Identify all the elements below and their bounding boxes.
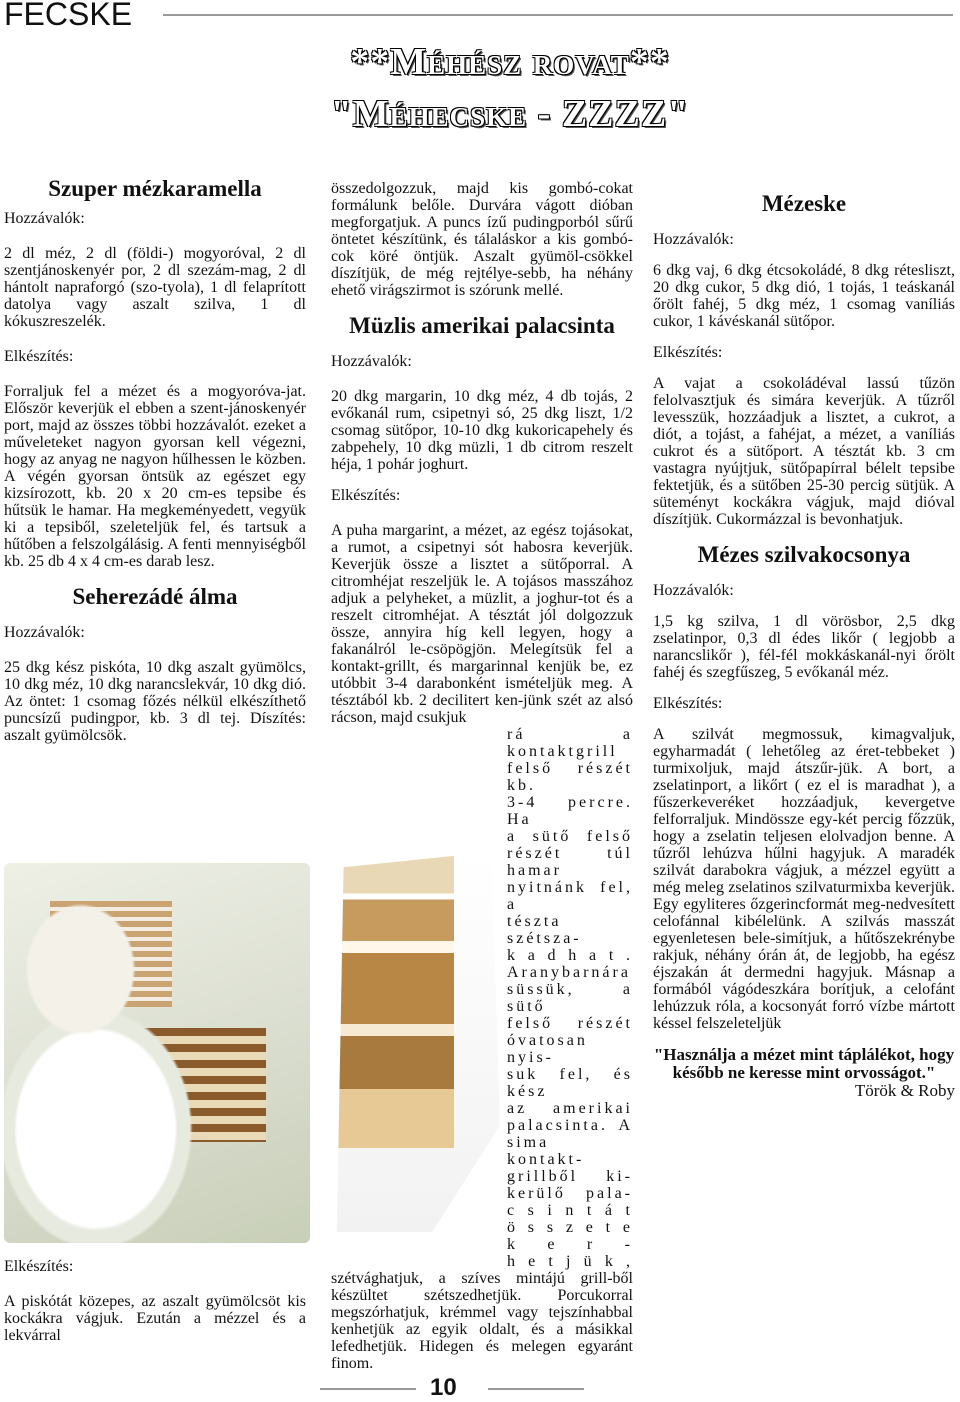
wrap-line: k a d h a t .	[507, 947, 633, 964]
wrap-line: tészta szétsza-	[507, 913, 582, 947]
wrap-line: a sütő felső	[507, 828, 633, 845]
cake-photo	[4, 863, 310, 1243]
recipe-title-palacsinta: Müzlis amerikai palacsinta	[349, 313, 615, 338]
preparation-text: A puha margarint, a mézet, az egész tojásokat, a rumot, a csipetnyi sót habosra keverjük. Keverjük össze a lisztet a sütőporral. A citromhéjat reszeljük le. A tojásos masszához adjuk a pelyheket, a müzlit, a joghur-tot és a reszelt citromhéjat. A tésztát jól dolgozzuk össze, annyira híg kell legyen, hogy a fakanálról le-csöpögjön. Melegítsük fel a kontakt-grillt, és margarinnal kenjük be, ez utóbbit 3-4 darabonként ismételjük meg. A tésztából kb. 2 decilitert ken-jünk szét az alsó rácson, majd csukjuk	[331, 522, 633, 726]
footer-rule-left	[320, 1388, 416, 1390]
ingredients-text: 2 dl méz, 2 dl (földi-) mogyoróval, 2 dl szentjánoskenyér por, 2 dl szezám-mag, 2 dl hántolt napraforgó (szo-tyola), 1 dl felaprított datolya vagy aszalt szilva, 1 dl kókuszreszelék.	[4, 245, 306, 330]
recipe-title-mezeske: Mézeske	[761, 191, 847, 216]
preparation-label: Elkészítés:	[331, 487, 401, 504]
magazine-masthead: FECSKE	[4, 0, 133, 32]
column-right	[653, 191, 955, 1099]
page-number: 10	[430, 1374, 457, 1401]
wrap-line: az amerikai	[507, 1100, 633, 1117]
footer-rule-right	[488, 1388, 584, 1390]
wrap-line: óvatosan nyis-	[507, 1032, 588, 1066]
wrap-line: palacsinta. A	[507, 1117, 633, 1134]
wrap-line: kerülő pala-	[507, 1185, 633, 1202]
ingredients-text: 6 dkg vaj, 6 dkg étcsokoládé, 8 dkg rétesliszt, 20 dkg cukor, 5 dkg dió, 1 tojás, 1 teáskanál őrölt fahéj, 5 dkg méz, 1 csomag vaníliás cukor, 1 kávéskanál sütőpor.	[653, 262, 955, 330]
masthead-rule	[163, 14, 953, 16]
recipe-title-seherezade: Seherezádé álma	[72, 584, 238, 609]
column-left-bottom	[4, 1258, 306, 1344]
preparation-text: A piskótát közepes, az aszalt gyümölcsöt kis kockákra vágjuk. Ezután a mézzel és a lekvárral	[4, 1293, 306, 1344]
wrap-line: sima kontakt-	[507, 1134, 585, 1168]
wrap-line: Aranybarnára	[507, 964, 631, 981]
ingredients-label: Hozzávalók:	[331, 353, 412, 370]
closing-quote: "Használja a mézet mint táplálékot, hogy később ne keresse mint orvosságot."	[653, 1045, 955, 1082]
wrap-line: nyitnánk fel, a	[507, 879, 633, 913]
preparation-label: Elkészítés:	[4, 1258, 74, 1275]
wrap-line: h e t j ü k ,	[507, 1253, 633, 1270]
preparation-label: Elkészítés:	[4, 348, 74, 365]
ingredients-label: Hozzávalók:	[653, 582, 734, 599]
ingredients-label: Hozzávalók:	[653, 231, 734, 248]
wrap-line: süssük, a sütő	[507, 981, 633, 1015]
author-signature: Török & Roby	[854, 1081, 955, 1100]
section-subtitle: "Méhecske - ZZZZ"	[330, 93, 690, 135]
recipe-title-mezkaramella: Szuper mézkaramella	[48, 176, 262, 201]
wrap-line: felső részét kb.	[507, 760, 633, 794]
recipe-title-szilvakocsonya: Mézes szilvakocsonya	[697, 542, 911, 567]
ingredients-label: Hozzávalók:	[4, 624, 85, 641]
wrap-line: részét túl hamar	[507, 845, 633, 879]
wrapped-text	[507, 726, 633, 1270]
wrap-line: ö s s z e t e k e r -	[507, 1219, 633, 1253]
wrap-line: c s i n t á t	[507, 1202, 633, 1219]
column-left	[4, 176, 306, 744]
wrap-line: grillből ki-	[507, 1168, 633, 1185]
preparation-label: Elkészítés:	[653, 695, 723, 712]
preparation-text: Forraljuk fel a mézet és a mogyoróva-jat. Először keverjük el ebben a szent-jánoskenyér port, majd az összes többi hozzávalót. ezeket a műveleteket nagyon gyorsan kell végezni, hogy az anyag ne nagyon hűlhessen le közben. A végén gyorsan öntsük az egészet egy kizsírozott, kb. 20 x 20 cm-es tepsibe és hűtsük le hamar. Ha megkeményedett, vegyük ki a tepsiből, szeleteljük fel, és tartsuk a hűtőben a felszolgálásig. A fenti mennyiségből kb. 25 db 4 x 4 cm-es darab lesz.	[4, 383, 306, 570]
wrap-line: felső részét	[507, 1015, 633, 1032]
preparation-text: A vajat a csokoládéval lassú tűzön felolvasztjuk és simára keverjük. A tűzről levesszük, hozzáadjuk a lisztet, a cukrot, a diót, a tojást, a fahéjat, a mézet, a vaníliás cukrot és a sütőport. A tésztát kb. 3 cm vastagra nyújtjuk, sütőpapírral bélelt tepsibe fektetjük, és a sütőben 25-30 percig sütjük. A süteményt kockákra vágjuk, majd dióval díszítjük. Cukormázzal is bevonhatjuk.	[653, 375, 955, 528]
continued-text: összedolgozzuk, majd kis gombó-cokat formálunk belőle. Durvára vágott dióban megforgatjuk. A puncs ízű pudingporból sűrű öntetet készítünk, és tálaláskor a kis gombó-cok köré öntjük. Aszalt gyümöl-csökkel díszítjük, de még rejtélye-sebb, ha néhány ehető virágszirmot is szórunk mellé.	[331, 180, 633, 299]
ingredients-text: 25 dkg kész piskóta, 10 dkg aszalt gyümölcs, 10 dkg méz, 10 dkg narancslekvár, 10 dkg dió. Az öntet: 1 csomag főzés nélkül elkészíthető puncsízű pudingpor, kb. 3 dl tej. Díszítés: aszalt gyümölcsök.	[4, 659, 306, 744]
wrap-line: 3-4 percre. Ha	[507, 794, 633, 828]
wrap-line: rá a kontaktgrill	[507, 726, 633, 760]
ingredients-text: 1,5 kg szilva, 1 dl vörösbor, 2,5 dkg zselatinpor, 0,3 dl édes likőr ( legjobb a narancslikőr ), fél-fél mokkáskanál-nyi őrölt fahéj és szegfűszeg, 5 evőkanál méz.	[653, 613, 955, 681]
preparation-text-end: szétvághatjuk, a szíves mintájú grill-ből készültet szétszedhetjük. Porcukorral megszórhatjuk, krémmel vagy tejszínhabbal kenhetjük az egyik oldalt, és a másikkal lefedhetjük. Hidegen és melegen egyaránt finom.	[331, 1270, 633, 1372]
preparation-label: Elkészítés:	[653, 344, 723, 361]
ingredients-text: 20 dkg margarin, 10 dkg méz, 4 db tojás, 2 evőkanál rum, csipetnyi só, 25 dkg liszt, 1/2 csomag sütőpor, 10-10 dkg kukoricapehely és zabpehely, 10 dkg müzli, 1 db citrom reszelt héja, 1 pohár joghurt.	[331, 388, 633, 473]
ingredients-label: Hozzávalók:	[4, 210, 85, 227]
section-title: **Méhész rovat**	[350, 41, 670, 83]
wrap-line: suk fel, és kész	[507, 1066, 633, 1100]
preparation-text: A szilvát megmossuk, kimagvaljuk, egyharmadát ( lehetőleg az éret-tebbeket ) turmixoljuk, majd átszűr-jük. A bort, a zselatinport, a likőrt ( ez el is maradhat ), a fűszerkeveréket hozzáadjuk, kevergetve felforraljuk. Mindössze egy-két percig főzzük, hogy a zselatin teljesen elolvadjon benne. A tűzről lehúzva hűlni hagyjuk. A maradék szilvát darabokra vágjuk, a mézzel együtt a még meleg zselatinos szilvaturmixba keverjük. Egy egyliteres őzgerincformát meg-nedvesített celofánnal kibélelünk. A szilvás masszát egyenletesen bele-simítjuk, a hűtőszekrénybe rakjuk, néhány órán át, de legjobb, ha egész éjszakán át dermedni hagyjuk. Másnap a formából vágódeszkára borítjuk, a celofánt lehúzzuk róla, a kocsonyát forró vízbe mártott késsel felszeleteljük	[653, 726, 955, 1032]
